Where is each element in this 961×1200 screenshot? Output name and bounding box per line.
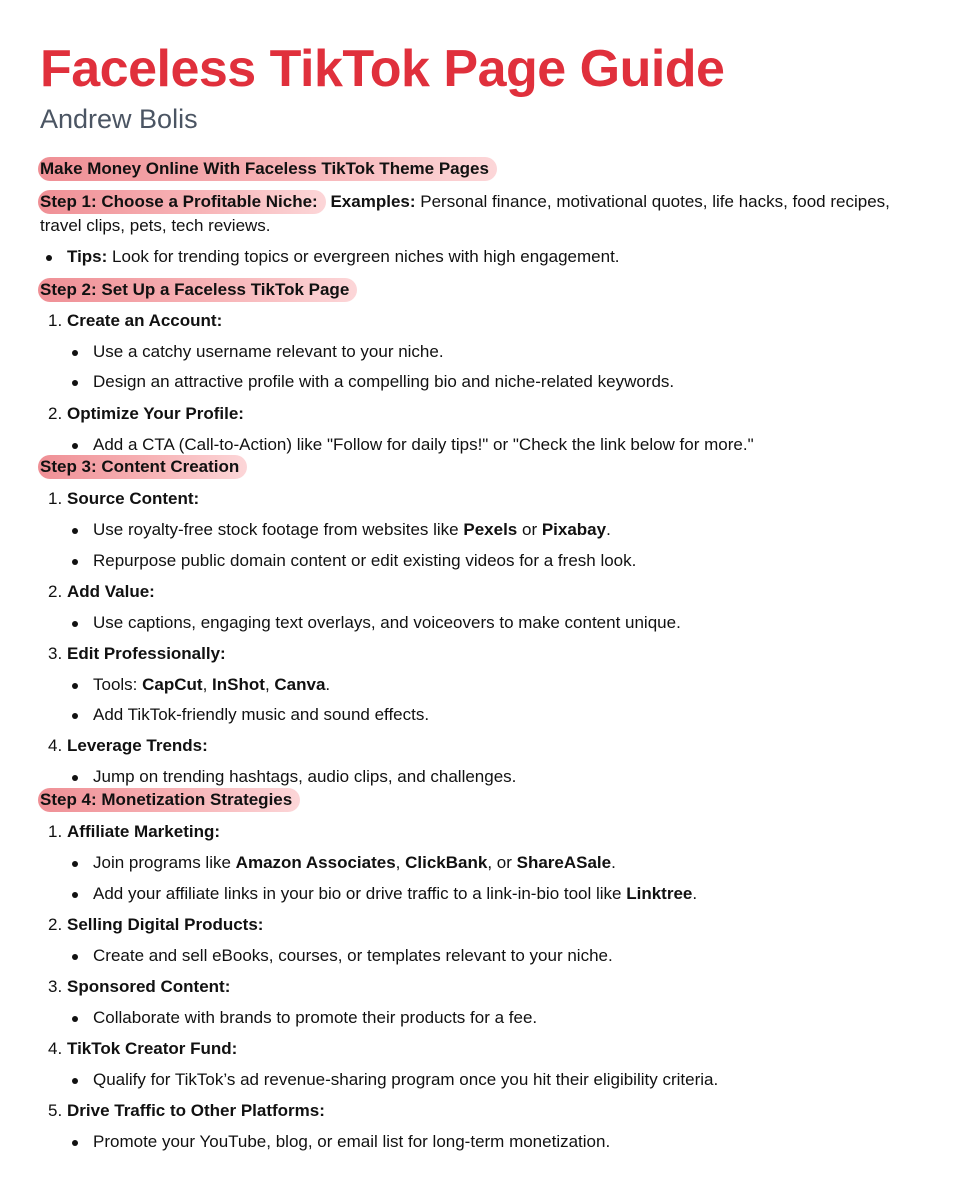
list-item [40, 975, 920, 999]
text: Join programs like [93, 853, 236, 872]
text: Tools: [93, 675, 143, 694]
step3-heading: Step 3: Content Creation [38, 455, 247, 479]
step2-list [40, 309, 920, 457]
text: , [264, 675, 275, 694]
list-item: Promote your YouTube, blog, or email list for long-term monetization. [40, 1130, 920, 1154]
item-title: Edit Professionally: [67, 644, 226, 663]
list-item: Add TikTok-friendly music and sound effects. [40, 703, 920, 727]
intro-heading: Make Money Online With Faceless TikTok Theme Pages [38, 157, 497, 181]
keyword: Canva [274, 675, 326, 694]
list-item [40, 518, 920, 542]
list-item [40, 882, 920, 906]
list-item: Design an attractive profile with a compelling bio and niche-related keywords. [40, 370, 920, 394]
step1-examples-text: Personal finance, motivational quotes, life hacks, food recipes, travel clips, pets, tech reviews. [40, 192, 890, 235]
keyword: ShareASale [516, 853, 612, 872]
list-item [40, 913, 920, 937]
list-item [40, 734, 920, 758]
item-title: Selling Digital Products: [67, 915, 264, 934]
step1-tips-list [40, 245, 920, 269]
list-item [40, 402, 920, 426]
item-number: 4. [48, 736, 63, 755]
text: , [395, 853, 406, 872]
item-number: 3. [48, 977, 63, 996]
list-item [40, 820, 920, 844]
text: , [202, 675, 213, 694]
text: . [611, 853, 616, 872]
document [40, 38, 920, 1154]
item-number: 1. [48, 822, 63, 841]
item-title: Drive Traffic to Other Platforms: [67, 1101, 325, 1120]
list-item [40, 245, 920, 269]
text: Add your affiliate links in your bio or drive traffic to a link-in-bio tool like [93, 884, 627, 903]
list-item: Use a catchy username relevant to your niche. [40, 340, 920, 364]
author-name: Andrew Bolis [40, 104, 198, 134]
item-title: Create an Account: [67, 311, 223, 330]
step1-heading: Step 1: Choose a Profitable Niche: [38, 190, 326, 214]
step1-examples-label: Examples: [330, 192, 416, 211]
keyword: InShot [212, 675, 265, 694]
list-item: Repurpose public domain content or edit existing videos for a fresh look. [40, 549, 920, 573]
item-number: 1. [48, 489, 63, 508]
keyword: Linktree [626, 884, 693, 903]
tips-text: Look for trending topics or evergreen niches with high engagement. [107, 247, 620, 266]
item-title: Affiliate Marketing: [67, 822, 221, 841]
step2-heading: Step 2: Set Up a Faceless TikTok Page [38, 278, 357, 302]
text: , or [487, 853, 517, 872]
item-number: 2. [48, 582, 63, 601]
list-item: Qualify for TikTok’s ad revenue-sharing program once you hit their eligibility criteria. [40, 1068, 920, 1092]
text: Use royalty-free stock footage from websites like [93, 520, 464, 539]
list-item: Create and sell eBooks, courses, or templates relevant to your niche. [40, 944, 920, 968]
list-item [40, 673, 920, 697]
step3-list [40, 487, 920, 789]
step1-paragraph [40, 190, 920, 238]
intro-section [40, 157, 920, 181]
list-item [40, 1037, 920, 1061]
list-item: Use captions, engaging text overlays, and voiceovers to make content unique. [40, 611, 920, 635]
page-title: Faceless TikTok Page Guide [40, 40, 725, 98]
step4-section [40, 788, 920, 812]
step4-list [40, 820, 920, 1154]
text: . [325, 675, 331, 694]
tips-label: Tips: [67, 247, 108, 266]
list-item [40, 309, 920, 333]
item-number: 5. [48, 1101, 63, 1120]
item-title: Optimize Your Profile: [67, 404, 244, 423]
list-item: Jump on trending hashtags, audio clips, and challenges. [40, 765, 920, 789]
step2-section [40, 278, 920, 302]
item-number: 2. [48, 404, 63, 423]
list-item [40, 580, 920, 604]
keyword: Pixabay [541, 520, 607, 539]
list-item [40, 642, 920, 666]
item-number: 1. [48, 311, 63, 330]
item-number: 3. [48, 644, 63, 663]
list-item: Collaborate with brands to promote their products for a fee. [40, 1006, 920, 1030]
item-title: TikTok Creator Fund: [67, 1039, 238, 1058]
item-title: Source Content: [67, 489, 200, 508]
keyword: Pexels [463, 520, 518, 539]
item-number: 2. [48, 915, 63, 934]
step4-heading: Step 4: Monetization Strategies [38, 788, 300, 812]
list-item [40, 1099, 920, 1123]
keyword: Amazon Associates [235, 853, 396, 872]
keyword: CapCut [142, 675, 203, 694]
item-title: Leverage Trends: [67, 736, 208, 755]
text: . [606, 520, 611, 539]
list-item [40, 851, 920, 875]
item-number: 4. [48, 1039, 63, 1058]
item-title: Sponsored Content: [67, 977, 231, 996]
list-item: Add a CTA (Call-to-Action) like "Follow for daily tips!" or "Check the link below for more." [40, 433, 920, 457]
text: . [692, 884, 698, 903]
list-item [40, 487, 920, 511]
keyword: ClickBank [405, 853, 488, 872]
step3-section [40, 455, 920, 479]
text: or [517, 520, 542, 539]
item-title: Add Value: [67, 582, 155, 601]
